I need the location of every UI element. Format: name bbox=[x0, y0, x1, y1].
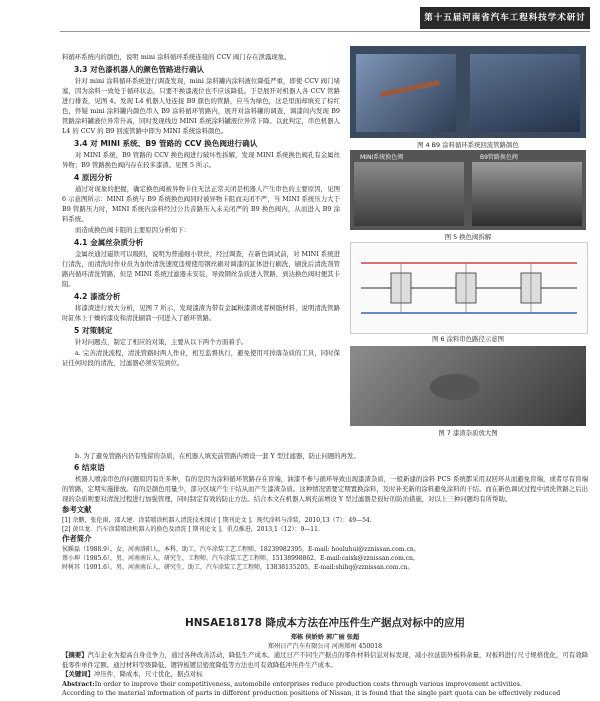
section-heading: 4.2 漆渣分析 bbox=[74, 292, 121, 301]
paragraph: 将漆渣进行放大分析，见图 7 所示，发现漆渣为带有金属粉漆渣或者树脂材料，说明清洗管路时缸体上干燥的漆皮和清洗刷箭一同进入了循环管路。 bbox=[62, 304, 340, 322]
english-abstract-line: According to the material information of parts in different production positions of Nissan, it is found that the single part quota can be effectively reduced bbox=[62, 689, 561, 698]
figure-5-caption: 图 5 换色阀拆解 bbox=[444, 233, 492, 241]
keywords-paragraph bbox=[62, 670, 588, 680]
author-bio-item: 侯蹊磊（1988.9），女，河南洛阳人，本科，助工，汽车涂装工艺工程师，18239982395，E-mail: houluhui@zznissan.com.cn。 bbox=[62, 546, 420, 553]
paragraph: 针对 mini 涂料循环系统进行调查发现，mini 涂料罐内涂料液位降低严重，即使 CCV 阀门堵塞，因为涂料一致处于循环状态，只要不换漆液位也不应该降低。于是展开对机器人各 CCV 管路进行排查，见图 4。发现 L4 机器人处连接 B9 颜色的管路，应当为绿色，这是里面却填充了棕红色，怀疑 mini 涂料罐内颜色串入 B9 涂料循环管路内，展开对涂料罐的调查，调漆间内发现 B9 管路涂料罐液位异常升高，同时发现线边 MINI 系统涂料罐液位异常下降。以此判定，串色机器人 L4 的 CCV 的 B9 回流管路中即为 MINI 系统涂料颜色。 bbox=[62, 77, 340, 135]
references-heading: 参考文献 bbox=[62, 505, 92, 514]
english-abstract-text: In order to improve their competitiveness, automobile enterprises reduce production costs through various improvement activities. bbox=[94, 679, 522, 688]
debris-mark bbox=[430, 374, 480, 400]
figure-7-photo bbox=[350, 346, 586, 426]
full-width-column bbox=[62, 451, 588, 572]
left-column bbox=[62, 52, 340, 369]
paragraph: 金属丝通过磁铁可以吸附，说明为普通细小铁丝，经过调查，在新色调试前，对 MINI 系统进行清洗，而清洗时作业员为加快清洗速度违规使用钢丝刷对调漆的缸体进行刷洗，刷洗后清洗剂管路内循环清洗管路，但是 MINI 系统过滤器未安装，导致钢丝杂质进入管路，到达换色阀时便其卡阻。 bbox=[62, 250, 340, 288]
reference-item: [2] 黄旦龙．汽车涂装喷涂机器人的换色及清洗 [ 期刊论文 ]．重点推进，2013,1（12）：9—11. bbox=[62, 526, 320, 533]
reference-item: [1] 余鹏，张伦雨，邵大建．涂装喷涂机器人清洗技术探讨 [ 期刊论文 ]．现代涂料与涂装，2010,13（7）：49—54. bbox=[62, 517, 372, 524]
paragraph: 针对问题点，制定了相应的对策，主要从以下两个方面着手。 bbox=[75, 338, 248, 346]
abstract-paragraph bbox=[62, 651, 588, 670]
english-abstract-line bbox=[62, 680, 588, 690]
author-bio-list bbox=[62, 545, 588, 572]
paragraph: 料循环系统内的颜色，说明 mini 涂料循环系统连接的 CCV 阀门存在泄露现象。 bbox=[62, 53, 291, 61]
paragraph: b. 为了避免管路内仍有残留的杂质，在机器人填充前管路内增设一套 Y 型过滤器，防止问题的再发。 bbox=[75, 452, 360, 460]
figure-4-caption: 图 4 B9 涂料循环系统回流管路颜色 bbox=[417, 141, 519, 149]
section-heading: 3.3 对色漆机器人的颜色管路进行确认 bbox=[74, 65, 205, 74]
author-bio-heading: 作者简介 bbox=[62, 534, 92, 543]
section-heading: 5 对策制定 bbox=[74, 326, 113, 335]
section-heading: 6 结束语 bbox=[74, 463, 105, 472]
figure-6-caption: 图 6 涂料串色路径示意图 bbox=[431, 335, 505, 343]
paragraph: 机器人喷涂串色的问题原因有许多种，有的是因为涂料循环管路存在盲端，油漆不参与循环导致出现漆渣杂质，一般新建的涂料 PCS 系统都采用双回环从而避免盲端，或者尽有盲端的管路，定期实施排放。有的是颜色用量少，部分区域产生干结从而产生漆渣杂质。这种情况需要定期置换涂料，及时补充新的涂料避免涂料的干结。而在新色调试过程中清洗管路之后出现的杂质则要对清洗过程进行加强管理，同时制定有效的防止方法。结合本文在机器人填充前增设 Y 型过滤器是很好的防治措施，对以上三种问题均有所帮助。 bbox=[62, 475, 588, 503]
section-heading: 4.1 金属丝杂质分析 bbox=[74, 238, 144, 247]
photo-left-panel bbox=[356, 54, 456, 132]
section-heading: 4 原因分析 bbox=[74, 173, 113, 182]
author-bio-item: 蔡小坤（1985.6），男，河南南丘人，研究生，工程师，汽车涂装工艺工程师，15138998862，E-mail:caixk@zznissan.com.cn。 bbox=[62, 555, 419, 562]
figure-5-photo bbox=[350, 150, 586, 230]
reference-list bbox=[62, 516, 588, 534]
article-affiliation: 郑州日产汽车有限公司 河南郑州 450018 bbox=[267, 643, 383, 650]
figure-6-diagram bbox=[350, 242, 588, 334]
paragraph: 而造成换色阀卡阻的主要原因分析如下： bbox=[75, 226, 191, 234]
abstract-label: 【摘要】 bbox=[62, 651, 88, 659]
photo-label-left: MINI系统换色阀 bbox=[360, 154, 404, 161]
photo-left-panel bbox=[354, 162, 464, 226]
paint-path-diagram bbox=[351, 243, 587, 333]
english-abstract-label: Abstract: bbox=[62, 679, 95, 688]
article-authors: 郑栋 侯娇娇 郭广丽 张超 bbox=[290, 634, 360, 641]
paragraph: a. 完善清洗流程，清洗管路时两人作业，相互监督执行，避免使用可掉落杂质的工具，同时保证任何时段的清洗，过滤器必须安装到位。 bbox=[62, 349, 340, 367]
figure-7-caption: 图 7 漆渣杂质放大图 bbox=[438, 429, 498, 437]
figure-4-photo bbox=[350, 46, 586, 138]
keywords-text: 冲压件，降成本，尺寸优化，据点对标 bbox=[93, 670, 203, 679]
photo-right-panel bbox=[472, 162, 582, 226]
keywords-label: 【关键词】 bbox=[62, 670, 94, 679]
abstract-text: 汽车企业为提高自身竞争力，通过各种改善活动，降低生产成本。通过日产不同生产据点的零件材料信息对标发现，减小拉延筋外板料余量，对板料进行尺寸规格优化，可有效降低零件单件定额。通过材料等级降低、镀锌板镀层密度降低等方法也可有效降低冲压件生产成本。 bbox=[62, 651, 589, 669]
photo-label-right: B9管路换色阀 bbox=[480, 154, 518, 161]
article-title: HNSAE18178 降成本方法在冲压件生产据点对标中的应用 bbox=[184, 617, 466, 629]
photo-right-panel bbox=[470, 54, 580, 132]
section-heading: 3.4 对 MINI 系统、B9 管路的 CCV 换色阀进行确认 bbox=[74, 139, 258, 148]
author-bio-item: 时树其（1991.6），男，河南南丘人，研究生，助工，汽车涂装工艺工程师，13838135205，E-mail:shihq@zznissan.com.cn。 bbox=[62, 564, 414, 571]
journal-header: 第十五届河南省汽车工程科技学术研讨会 bbox=[420, 7, 590, 29]
article-abstract bbox=[62, 651, 588, 699]
header-rule bbox=[60, 31, 590, 32]
paragraph: 通过对现象的把握，确定换色阀被异物卡住无法正常关闭是机器人产生串色的主要原因，见图 6 示意图所示：MINI 系统与 B9 系统换色阀同时被异物卡阻而关闭不严，当 MINI 系统压力大于 B9 管路压力时，MINI 系统内涂料经过公共音路压入未关闭严的 B9 换色阀内，从而进入 B9 涂料系统。 bbox=[62, 185, 340, 223]
paragraph: 对 MINI 系统、B9 管路的 CCV 换色阀进行破坏性拆解，发现 MINI 系统换色阀孔有金属丝异物；B9 管路换色阀内存在较多漆渣。见图 5 所示。 bbox=[62, 151, 340, 169]
